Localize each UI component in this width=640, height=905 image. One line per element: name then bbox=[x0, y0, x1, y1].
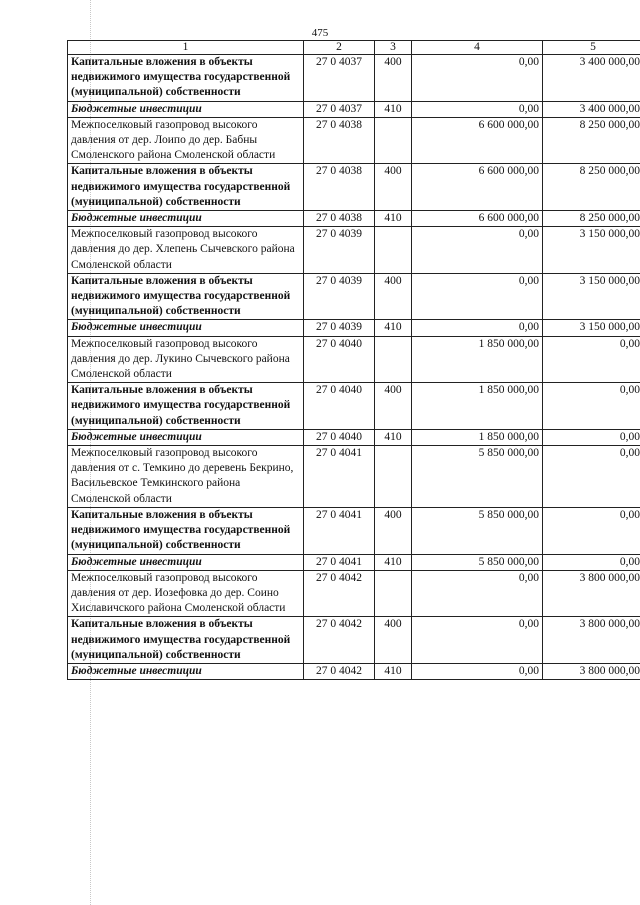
row-sum-year2-cell: 3 400 000,00 bbox=[543, 101, 640, 117]
row-name-cell: Межпоселковый газопровод высокого давления до дер. Хлепень Сычевского района Смоленской области bbox=[68, 227, 304, 274]
table-row bbox=[68, 227, 640, 274]
row-expense-type-cell: 400 bbox=[375, 383, 412, 430]
row-sum-year2-cell: 3 800 000,00 bbox=[543, 570, 640, 617]
table-row bbox=[68, 570, 640, 617]
row-expense-type-cell bbox=[375, 227, 412, 274]
column-header: 5 bbox=[543, 41, 640, 55]
row-sum-year1-cell: 6 600 000,00 bbox=[412, 211, 543, 227]
row-name-cell: Межпоселковый газопровод высокого давления от дер. Иозефовка до дер. Соино Хиславичского района Смоленской области bbox=[68, 570, 304, 617]
table-row bbox=[68, 617, 640, 664]
row-name-cell: Бюджетные инвестиции bbox=[68, 429, 304, 445]
row-sum-year1-cell: 0,00 bbox=[412, 570, 543, 617]
row-code-cell: 27 0 4037 bbox=[304, 101, 375, 117]
row-code-cell: 27 0 4040 bbox=[304, 383, 375, 430]
table-row bbox=[68, 164, 640, 211]
row-code-cell: 27 0 4039 bbox=[304, 273, 375, 320]
row-code-cell: 27 0 4042 bbox=[304, 663, 375, 679]
row-sum-year1-cell: 6 600 000,00 bbox=[412, 164, 543, 211]
row-sum-year2-cell: 3 150 000,00 bbox=[543, 320, 640, 336]
row-sum-year1-cell: 0,00 bbox=[412, 273, 543, 320]
row-name-cell: Бюджетные инвестиции bbox=[68, 554, 304, 570]
row-code-cell: 27 0 4039 bbox=[304, 227, 375, 274]
row-expense-type-cell: 410 bbox=[375, 554, 412, 570]
row-sum-year2-cell: 0,00 bbox=[543, 446, 640, 508]
table-row bbox=[68, 336, 640, 383]
row-sum-year1-cell: 1 850 000,00 bbox=[412, 383, 543, 430]
table-header-row bbox=[68, 41, 640, 55]
row-sum-year1-cell: 5 850 000,00 bbox=[412, 507, 543, 554]
row-sum-year2-cell: 8 250 000,00 bbox=[543, 164, 640, 211]
table-row bbox=[68, 101, 640, 117]
row-name-cell: Капитальные вложения в объекты недвижимого имущества государственной (муниципальной) собственности bbox=[68, 273, 304, 320]
table-row bbox=[68, 554, 640, 570]
budget-table bbox=[67, 40, 640, 680]
row-code-cell: 27 0 4042 bbox=[304, 570, 375, 617]
row-expense-type-cell: 400 bbox=[375, 273, 412, 320]
row-sum-year2-cell: 3 150 000,00 bbox=[543, 227, 640, 274]
row-expense-type-cell: 410 bbox=[375, 320, 412, 336]
page-number: 475 bbox=[311, 27, 329, 39]
row-expense-type-cell bbox=[375, 446, 412, 508]
row-sum-year2-cell: 0,00 bbox=[543, 383, 640, 430]
row-expense-type-cell bbox=[375, 570, 412, 617]
row-sum-year2-cell: 8 250 000,00 bbox=[543, 117, 640, 164]
row-expense-type-cell: 410 bbox=[375, 211, 412, 227]
row-sum-year1-cell: 0,00 bbox=[412, 663, 543, 679]
row-name-cell: Капитальные вложения в объекты недвижимого имущества государственной (муниципальной) собственности bbox=[68, 164, 304, 211]
row-code-cell: 27 0 4042 bbox=[304, 617, 375, 664]
row-sum-year2-cell: 0,00 bbox=[543, 554, 640, 570]
table-row bbox=[68, 663, 640, 679]
table-row bbox=[68, 446, 640, 508]
row-name-cell: Межпоселковый газопровод высокого давления от с. Темкино до деревень Бекрино, Васильевское Темкинского района Смоленской области bbox=[68, 446, 304, 508]
row-expense-type-cell: 410 bbox=[375, 101, 412, 117]
column-header: 2 bbox=[304, 41, 375, 55]
row-name-cell: Капитальные вложения в объекты недвижимого имущества государственной (муниципальной) собственности bbox=[68, 507, 304, 554]
row-sum-year2-cell: 3 800 000,00 bbox=[543, 663, 640, 679]
table-row bbox=[68, 507, 640, 554]
row-code-cell: 27 0 4037 bbox=[304, 55, 375, 102]
row-sum-year1-cell: 1 850 000,00 bbox=[412, 336, 543, 383]
row-sum-year2-cell: 8 250 000,00 bbox=[543, 211, 640, 227]
row-name-cell: Капитальные вложения в объекты недвижимого имущества государственной (муниципальной) собственности bbox=[68, 617, 304, 664]
row-sum-year1-cell: 0,00 bbox=[412, 320, 543, 336]
row-sum-year1-cell: 6 600 000,00 bbox=[412, 117, 543, 164]
row-code-cell: 27 0 4040 bbox=[304, 336, 375, 383]
row-code-cell: 27 0 4041 bbox=[304, 554, 375, 570]
row-sum-year2-cell: 0,00 bbox=[543, 429, 640, 445]
row-expense-type-cell: 410 bbox=[375, 663, 412, 679]
row-name-cell: Бюджетные инвестиции bbox=[68, 211, 304, 227]
table-row bbox=[68, 117, 640, 164]
row-sum-year1-cell: 0,00 bbox=[412, 55, 543, 102]
table-body bbox=[68, 55, 640, 680]
row-name-cell: Бюджетные инвестиции bbox=[68, 101, 304, 117]
row-name-cell: Межпоселковый газопровод высокого давления до дер. Лукино Сычевского района Смоленской области bbox=[68, 336, 304, 383]
table-row bbox=[68, 273, 640, 320]
column-header: 1 bbox=[68, 41, 304, 55]
row-expense-type-cell bbox=[375, 117, 412, 164]
row-sum-year1-cell: 0,00 bbox=[412, 617, 543, 664]
row-code-cell: 27 0 4041 bbox=[304, 507, 375, 554]
row-expense-type-cell: 400 bbox=[375, 507, 412, 554]
table-row bbox=[68, 320, 640, 336]
row-name-cell: Бюджетные инвестиции bbox=[68, 320, 304, 336]
row-code-cell: 27 0 4038 bbox=[304, 211, 375, 227]
row-sum-year2-cell: 3 400 000,00 bbox=[543, 55, 640, 102]
row-code-cell: 27 0 4038 bbox=[304, 117, 375, 164]
row-expense-type-cell: 400 bbox=[375, 164, 412, 211]
row-sum-year1-cell: 0,00 bbox=[412, 101, 543, 117]
table-row bbox=[68, 55, 640, 102]
column-header: 3 bbox=[375, 41, 412, 55]
row-sum-year1-cell: 0,00 bbox=[412, 227, 543, 274]
row-code-cell: 27 0 4041 bbox=[304, 446, 375, 508]
table-row bbox=[68, 383, 640, 430]
row-name-cell: Бюджетные инвестиции bbox=[68, 663, 304, 679]
row-name-cell: Капитальные вложения в объекты недвижимого имущества государственной (муниципальной) собственности bbox=[68, 383, 304, 430]
column-header: 4 bbox=[412, 41, 543, 55]
row-sum-year2-cell: 0,00 bbox=[543, 507, 640, 554]
row-code-cell: 27 0 4038 bbox=[304, 164, 375, 211]
table-row bbox=[68, 429, 640, 445]
table-row bbox=[68, 211, 640, 227]
row-sum-year1-cell: 5 850 000,00 bbox=[412, 446, 543, 508]
row-code-cell: 27 0 4039 bbox=[304, 320, 375, 336]
row-code-cell: 27 0 4040 bbox=[304, 429, 375, 445]
row-sum-year2-cell: 0,00 bbox=[543, 336, 640, 383]
row-sum-year1-cell: 1 850 000,00 bbox=[412, 429, 543, 445]
row-name-cell: Межпоселковый газопровод высокого давления от дер. Лоипо до дер. Бабны Смоленского района Смоленской области bbox=[68, 117, 304, 164]
row-expense-type-cell: 400 bbox=[375, 55, 412, 102]
row-sum-year1-cell: 5 850 000,00 bbox=[412, 554, 543, 570]
row-expense-type-cell: 400 bbox=[375, 617, 412, 664]
row-expense-type-cell bbox=[375, 336, 412, 383]
row-name-cell: Капитальные вложения в объекты недвижимого имущества государственной (муниципальной) собственности bbox=[68, 55, 304, 102]
row-sum-year2-cell: 3 150 000,00 bbox=[543, 273, 640, 320]
row-expense-type-cell: 410 bbox=[375, 429, 412, 445]
row-sum-year2-cell: 3 800 000,00 bbox=[543, 617, 640, 664]
